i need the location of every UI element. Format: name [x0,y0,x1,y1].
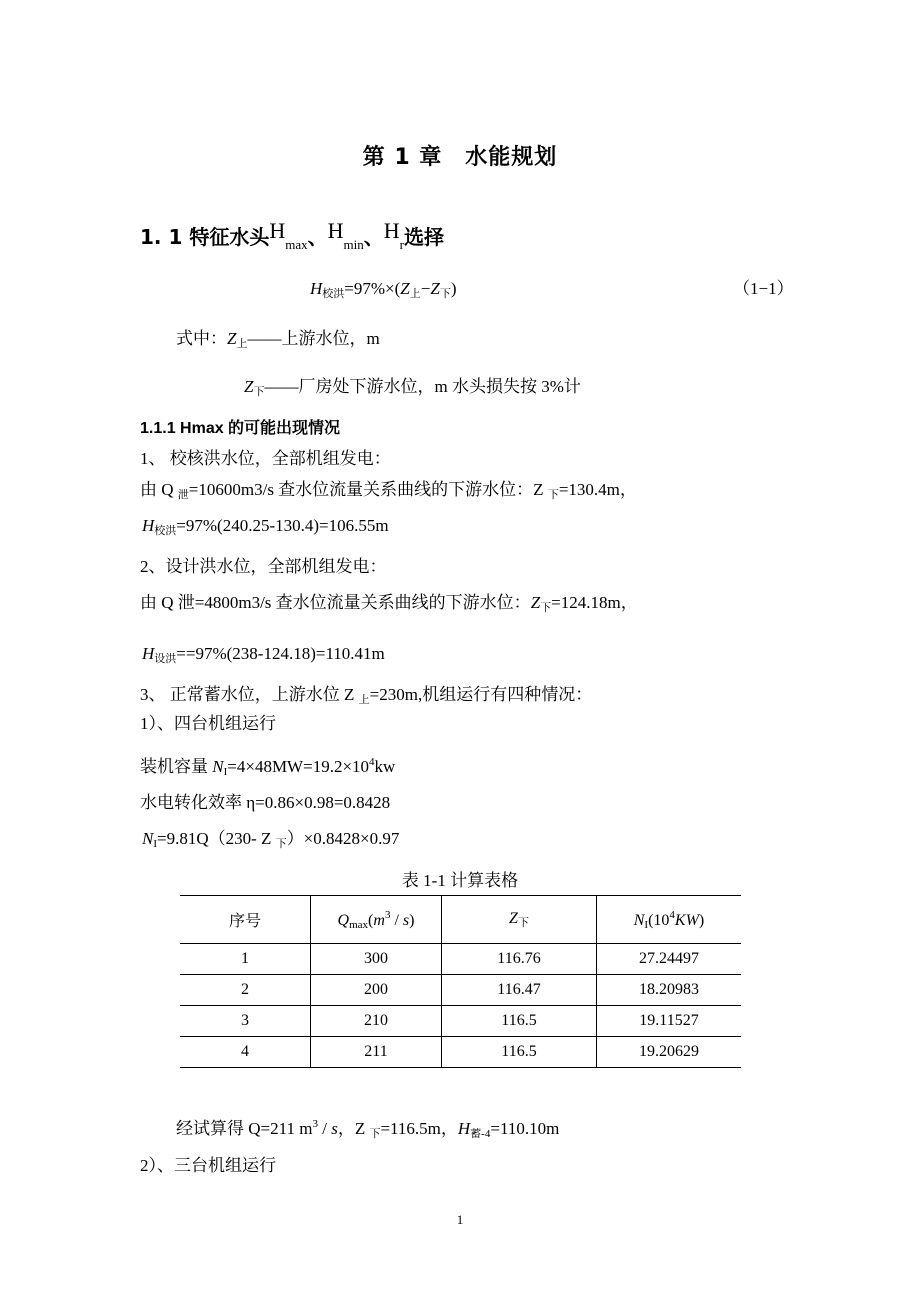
equation-number: （1−1） [733,279,794,298]
case1-line-a: 由 Q $_泄$=10600m3/s 查水位流量关系曲线的下游水位：Z $_下$=130.4m， [140,480,637,501]
efficiency-line: 水电转化效率 η=0.86×0.98=0.8428 [140,793,391,812]
chapter-title: 第 1 章 水能规划 [362,145,558,170]
where-line-downstream: $Z_下——$厂房处下游水位，m 水头损失按 3%计 [244,377,581,398]
header-power: $N_I(10^4KW)$ [597,896,742,944]
calculation-table [180,895,741,1068]
table-caption: 表 1-1 计算表格 [401,871,519,890]
trial-result: 经试算得 Q=211 $m^3$ / s，Z $_下$=116.5m，$H_{蓄-4}=110.10m$ [176,1118,560,1140]
case2-title: 2、设计洪水位，全部机组发电： [140,557,387,576]
table-row: 1 300 116.76 27.24497 [180,944,741,975]
case2-line-a: 由 Q 泄=4800m3/s 查水位流量关系曲线的下游水位：$Z_下=124.18m$， [140,593,638,614]
table-row: 3 210 116.5 19.11527 [180,1006,741,1037]
table-header-row [180,896,741,944]
case3-title: 3、 正常蓄水位，上游水位 Z $_上$=230m,机组运行有四种情况： [140,685,593,706]
where-line-upstream: 式中：$Z_上——$上游水位，m [176,329,380,350]
case1-line-b: $H_{校洪}=97\%(240.25-130.4)=106.55m$ [142,516,389,537]
case1-title: 1、 校核洪水位，全部机组发电： [140,449,391,468]
page-number: 1 [456,1212,464,1227]
case2-line-b: $H_{设洪}==97\%(238-124.18)=110.41m$ [142,644,385,665]
table-row: 2 200 116.47 18.20983 [180,975,741,1006]
header-qmax: $Q_{max}(m^3 / s)$ [311,896,442,944]
installed-capacity: 装机容量 $N_I=4\times 48MW=19.2\times 10^4kw$ [140,756,396,778]
section-heading: 1. 1 特征水头$H_{max}$、$H_{min}$、$H_r$选择 [140,218,444,252]
table-row: 4 211 116.5 19.20629 [180,1037,741,1068]
equation-1-1: $H_{校洪}=97\%\times(Z_上-Z_下)$ [310,279,457,300]
header-index: 序号 [180,896,311,944]
case3-sub2: 2）、三台机组运行 [140,1156,276,1175]
case3-sub1: 1）、四台机组运行 [140,714,276,733]
subsection-heading: 1.1.1 Hmax 的可能出现情况 [140,420,341,437]
power-formula: $N_I=9.81Q(230-$ Z $_下$）×0.8428×0.97 [142,829,400,850]
header-z-down: $Z_下$ [442,896,597,944]
